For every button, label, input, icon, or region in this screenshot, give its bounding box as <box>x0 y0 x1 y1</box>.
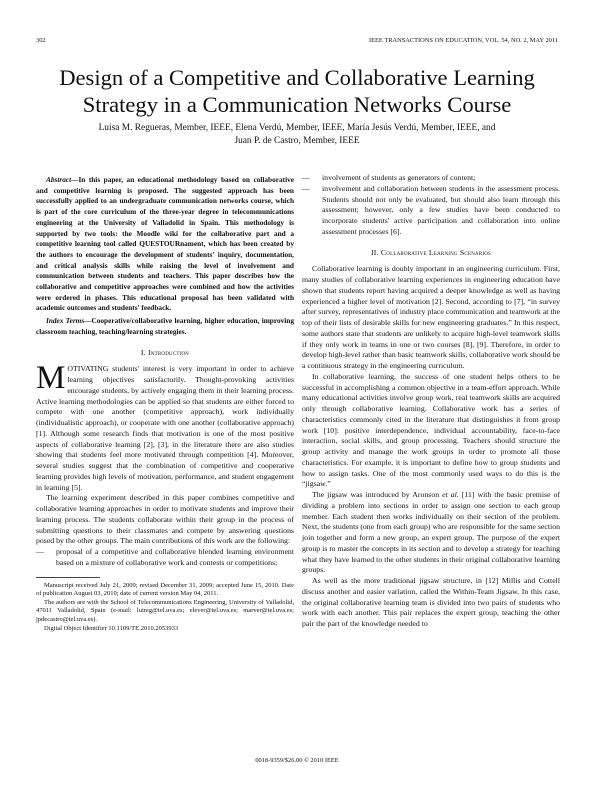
list-item: — involvement of students as generators of content; <box>302 173 560 184</box>
section-2-paragraph-4: As well as the more traditional jigsaw structure, in [12] Millis and Cottell discuss another and easier variation, called the Within-Team Jigsaw. In this case, the original collaborative learning team is divided into two pairs of students who work with each another. This pair replaces the expert group, teaching the other pair the part of the knowledge needed to <box>302 576 560 628</box>
section-1-heading: I. Introduction <box>140 347 190 357</box>
section-2-paragraph-2: In collaborative learning, the success of one student helps others to be successful in accomplishing a common objective in a team-effort approach. While many educational activities involve group work, real teamwork skills are acquired only through collaborative learning. Collaborative work has a series of characteristics commonly cited in the literature that distinguishes it from group work [10]: positive interdependence, individual accountability, face-to-face interaction, social skills, and group processing. Teachers should structure the group activity and manage the work groups in order to promote all those characteristics. For example, it is important to define how to group students and how to assign tasks. One of the most commonly used ways to do this is the “jigsaw.” <box>302 371 560 489</box>
section-2-paragraph-1: Collaborative learning is doubly important in an engineering curriculum. First, many studies of collaborative learning experiences in engineering education have shown that students report having acquired a deeper knowledge as well as having experienced a higher level of motivation [2]. Second, according to [7], “in survey after survey, representatives of industry place communication and teamwork at the top of their lists of desirable skills for new engineering graduates.” In this respect, some authors state that students are unlikely to acquire high-level teamwork skills if they only work in teams in one or two courses [8], [9]. Therefore, in order to develop high-level rather than basic teamwork skills, collaborative work should be a continuous strategy in the engineering curriculum. <box>302 264 560 370</box>
section-2-heading: II. Collaborative Learning Scenarios <box>370 247 492 257</box>
section-2-paragraph-3: The jigsaw was introduced by Aronson et al. [11] with the basic premise of dividing a problem into sections in order to assign one section to each group member. Each student then works individually on their section of the problem. Next, the students (one from each group) who are responsible for the same section join together and form a new group, an expert group. The purpose of the expert group is to master the concepts in its section and to develop a strategy for teaching what they have learned to the other students in their original collaborative learning groups. <box>302 490 560 575</box>
footnote-rule <box>36 577 100 578</box>
contribution-list-left <box>36 547 294 569</box>
page-number: 302 <box>36 37 46 44</box>
journal-header: IEEE TRANSACTIONS ON EDUCATION, VOL. 54, NO. 2, MAY 2011 <box>369 37 558 44</box>
author-line-2: Juan P. de Castro, Member, IEEE <box>234 135 360 146</box>
contribution-list-right <box>302 173 560 238</box>
drop-cap: M <box>36 360 66 397</box>
section-1-paragraph-1: MOTIVATING students' interest is very important in order to achieve learning objectives satisfactorily. Thought-provoking activities encourage students, by actively engaging them in their learning process. Active learning methodologies can be applied so that students are either forced to compete with one another (competitive approach), work individually (individualistic approach), or cooperate with one another (collaborative approach) [1]. Although some research finds that motivation is one of the most positive aspects of collaborative learning [2], [3], in the literature there are also studies showing that students feel more motivated through competition [4]. Moreover, several studies suggest that the combination of competitive and cooperative learning provides high levels of motivation, performance, and student engagement in learning [5]. <box>36 360 294 492</box>
right-column <box>302 173 560 630</box>
index-terms <box>36 316 294 337</box>
author-block <box>46 122 548 147</box>
list-item: — proposal of a competitive and collaborative blended learning environment based on a mixture of collaborative work and contests or competitions; <box>36 547 294 569</box>
left-column <box>36 175 294 633</box>
index-terms-text: —Cooperative/collaborative learning, higher education, improving classroom teaching, teaching/learning strategies. <box>36 316 295 336</box>
footnote-affiliation: The authors are with the School of Telecommunications Engineering, University of Valladolid, 47011 Valladolid, Spain (e-mail: luireg@tel.uva.es; elever@tel.uva.es; marver@tel.uva.es; jpdecastro@tel.uva.es). <box>36 598 294 623</box>
abstract-label: Abstract <box>46 175 72 184</box>
paper-title: Design of a Competitive and Collaborative Learning Strategy in a Communication Networks Course <box>59 65 535 117</box>
index-terms-label: Index Terms <box>46 316 85 326</box>
section-1-paragraph-2: The learning experiment described in this paper combines competitive and collaborative learning approaches in order to motivate students and improve their learning process. The students collaborate within their group in the process of submitting questions to their classmates and compete by answering questions posed by the other groups. The main contributions of this work are the following: <box>36 493 294 546</box>
list-item: — involvement and collaboration between students in the assessment process. Students should not only be evaluated, but should also learn through this assessment; however, only a few studies have been conducted to incorporate students' active participation and collaboration into online assessment processes [6]. <box>302 184 560 238</box>
abstract-text: —In this paper, an educational methodology based on collaborative and competitive learning is proposed. The suggested approach has been successfully applied to an undergraduate communication networks course, which is part of the core curriculum of the three-year degree in telecommunications engineering at the University of Valladolid in Spain. This methodology is supported by two tools: the Moodle wiki for the collaborative part and a competitive learning tool called QUESTOURnament, which has been created by the authors to encourage the development of students' inquiry, documentation, and critical analysis skills while raising the level of involvement and communication between students and teachers. This paper describes how the collaborative and competitive approaches were combined and how the activities were ordered in phases. This educational proposal has been validated with academic outcomes and students' feedback. <box>36 175 294 313</box>
footnotes <box>36 582 294 634</box>
footnote-manuscript: Manuscript received July 21, 2009; revised December 31, 2009; accepted June 15, 2010. Date of publication August 03, 2010; date of current version May 04, 2011. <box>36 581 294 598</box>
abstract <box>36 175 294 314</box>
copyright-footer: 0018-9359/$26.00 © 2010 IEEE <box>255 757 339 764</box>
footnote-doi: Digital Object Identifier 10.1109/TE.2010.2053933 <box>44 624 179 632</box>
author-line-1: Luisa M. Regueras, Member, IEEE, Elena Verdú, Member, IEEE, María Jesús Verdú, Member, IEEE, and <box>98 123 496 133</box>
